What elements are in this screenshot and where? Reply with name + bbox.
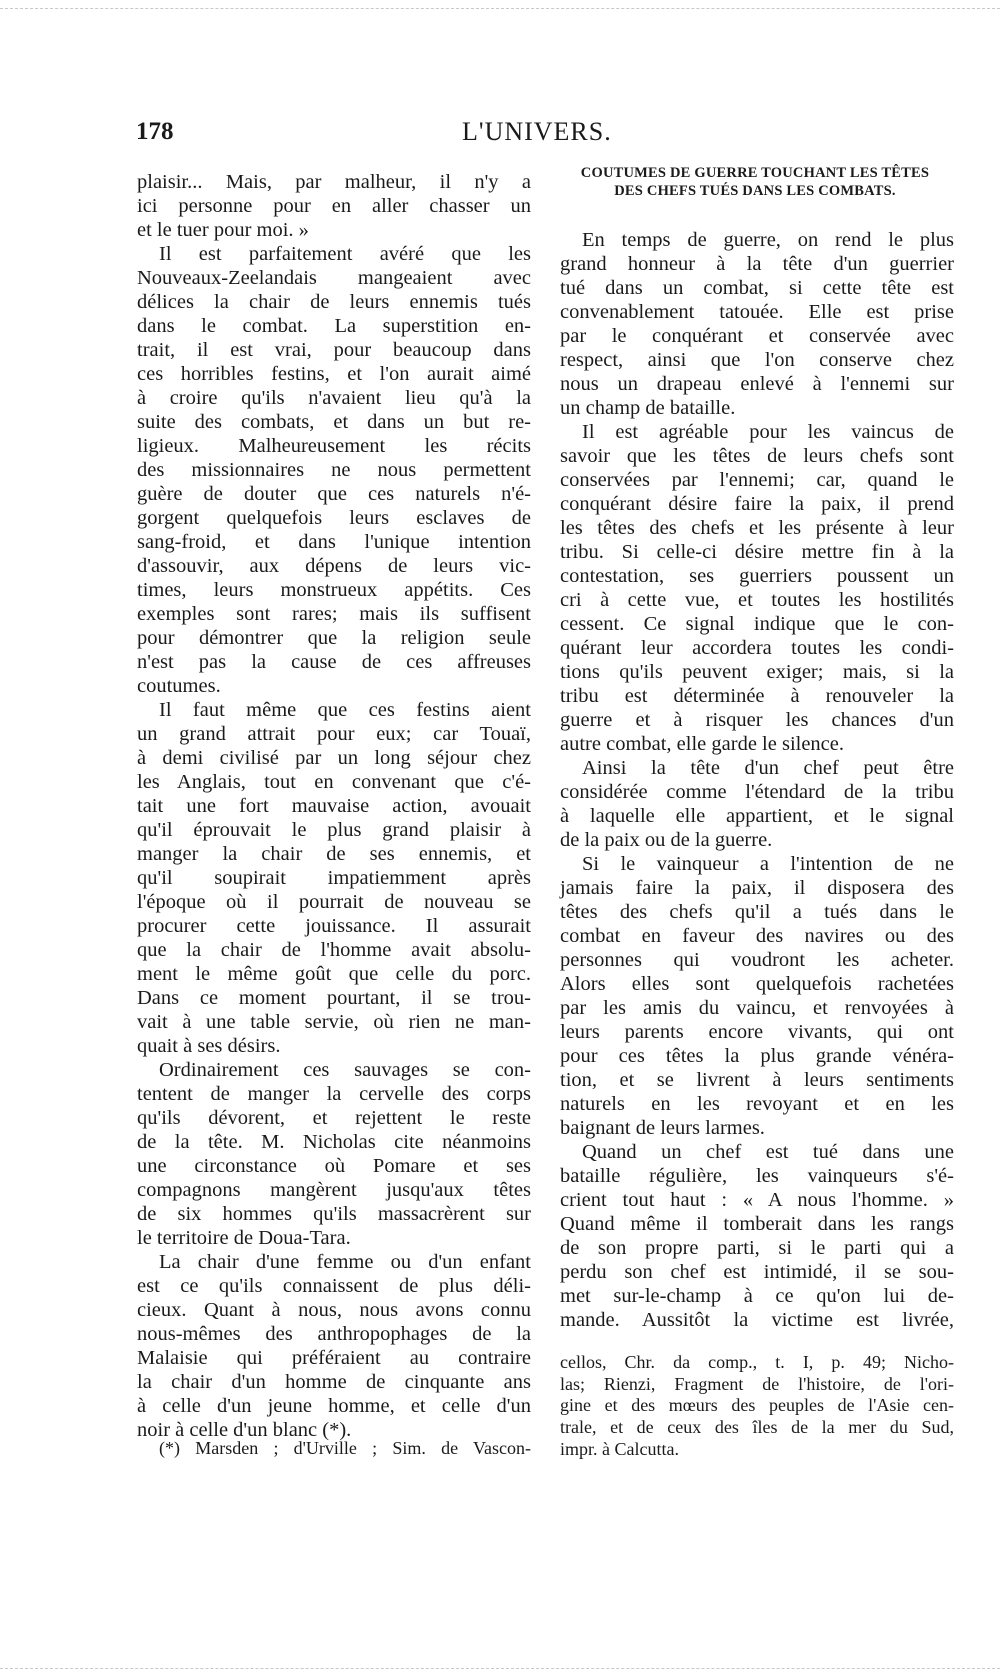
text-line: la chair d'un homme de cinquante ans xyxy=(137,1371,531,1393)
text-line: trale, et de ceux des îles de la mer du Sud, xyxy=(560,1417,954,1438)
text-line: En temps de guerre, on rend le plus xyxy=(582,229,954,251)
text-line: à celle d'un jeune homme, et celle d'un xyxy=(137,1395,531,1417)
text-line: guerre et à risquer les chances d'un xyxy=(560,709,954,731)
text-line: pour ces têtes la plus grande vénéra- xyxy=(560,1045,954,1067)
text-line: que la chair de l'homme avait absolu- xyxy=(137,939,531,961)
text-line: les Anglais, tout en convenant que c'é- xyxy=(137,771,531,793)
text-line: n'est pas la cause de ces affreuses xyxy=(137,651,531,673)
text-line: quait à ses désirs. xyxy=(137,1035,281,1057)
text-line: Dans ce moment pourtant, il se trou- xyxy=(137,987,531,1009)
text-line: ligieux. Malheureusement les récits xyxy=(137,435,531,457)
text-line: noir à celle d'un blanc (*). xyxy=(137,1419,352,1441)
text-line: têtes des chefs qu'il a tués dans le xyxy=(560,901,954,923)
text-line: met sur-le-champ à ce qu'on lui de- xyxy=(560,1285,954,1307)
text-line: cri à cette vue, et toutes les hostilités xyxy=(560,589,954,611)
text-line: Ainsi la tête d'un chef peut être xyxy=(582,757,954,779)
text-line: bataille régulière, les vainqueurs s'é- xyxy=(560,1165,954,1187)
text-line: nous un drapeau enlevé à l'ennemi sur xyxy=(560,373,954,395)
text-line: conquérant désire faire la paix, il prend xyxy=(560,493,954,515)
text-line: à croire qu'ils n'avaient lieu qu'à la xyxy=(137,387,531,409)
text-line: cieux. Quant à nous, nous avons connu xyxy=(137,1299,531,1321)
text-line: vait à une table servie, où rien ne man- xyxy=(137,1011,531,1033)
text-line: tait une fort mauvaise action, avouait xyxy=(137,795,531,817)
text-line: baignant de leurs larmes. xyxy=(560,1117,765,1139)
text-line: de la paix ou de la guerre. xyxy=(560,829,773,851)
text-line: Alors elles sont quelquefois rachetées xyxy=(560,973,954,995)
text-line: jamais faire la paix, il disposera des xyxy=(560,877,954,899)
text-line: Il est parfaitement avéré que les xyxy=(159,243,531,265)
text-line: nous-mêmes des anthropophages de la xyxy=(137,1323,531,1345)
text-line: par le conquérant et conservée avec xyxy=(560,325,954,347)
text-line: Il faut même que ces festins aient xyxy=(159,699,531,721)
running-title: L'UNIVERS. xyxy=(462,117,612,146)
text-line: qu'ils dévorent, et rejettent le reste xyxy=(137,1107,531,1129)
text-line: La chair d'une femme ou d'un enfant xyxy=(159,1251,531,1273)
text-line: qu'il soupirait impatiemment après xyxy=(137,867,531,889)
text-line: un grand attrait pour eux; car Touaï, xyxy=(137,723,531,745)
text-line: l'époque où il pourrait de nouveau se xyxy=(137,891,531,913)
text-line: convenablement tatouée. Elle est prise xyxy=(560,301,954,323)
text-line: quérant leur accordera toutes les condi- xyxy=(560,637,954,659)
text-line: Nouveaux-Zeelandais mangeaient avec xyxy=(137,267,531,289)
footnote-left xyxy=(137,1438,531,1460)
right-column xyxy=(560,228,954,1332)
text-line: tribu. Si celle-ci désire mettre fin à la xyxy=(560,541,954,563)
text-line: dans le combat. La superstition en- xyxy=(137,315,531,337)
section-heading-line: DES CHEFS TUÉS DANS LES COMBATS. xyxy=(614,183,896,199)
text-line: le territoire de Doua-Tara. xyxy=(137,1227,351,1249)
text-line: pour démontrer que la religion seule xyxy=(137,627,531,649)
text-line: Malaisie qui préféraient au contraire xyxy=(137,1347,531,1369)
text-line: est ce qu'ils connaissent de plus déli- xyxy=(137,1275,531,1297)
text-line: Quand un chef est tué dans une xyxy=(582,1141,954,1163)
text-line: grand honneur à la tête d'un guerrier xyxy=(560,253,954,275)
text-line: de six hommes qu'ils massacrèrent sur xyxy=(137,1203,531,1225)
text-line: suite des combats, et dans un but re- xyxy=(137,411,531,433)
text-line: plaisir... Mais, par malheur, il n'y a xyxy=(137,171,531,193)
text-line: tions qu'ils peuvent exiger; mais, si la xyxy=(560,661,954,683)
text-line: un champ de bataille. xyxy=(560,397,736,419)
text-line: conservées par l'ennemi; car, quand le xyxy=(560,469,954,491)
text-line: de son propre parti, si le parti qui a xyxy=(560,1237,954,1259)
text-line: naturels en les revoyant et en les xyxy=(560,1093,954,1115)
text-line: à demi civilisé par un long séjour chez xyxy=(137,747,531,769)
text-line: délices la chair de leurs ennemis tués xyxy=(137,291,531,313)
text-line: considérée comme l'étendard de la tribu xyxy=(560,781,954,803)
text-line: ment le même goût que celle du porc. xyxy=(137,963,531,985)
text-line: crient tout haut : « A nous l'homme. » xyxy=(560,1189,954,1211)
text-line: cessent. Ce signal indique que le con- xyxy=(560,613,954,635)
section-heading-line: COUTUMES DE GUERRE TOUCHANT LES TÊTES xyxy=(580,165,930,181)
text-line: cellos, Chr. da comp., t. I, p. 49; Nicho- xyxy=(560,1352,954,1372)
text-line: exemples sont rares; mais ils suffisent xyxy=(137,603,531,625)
text-line: mande. Aussitôt la victime est livrée, xyxy=(560,1309,954,1331)
text-line: tué dans un combat, si cette tête est xyxy=(560,277,954,299)
text-line: d'assouvir, aux dépens de leurs vic- xyxy=(137,555,531,577)
text-line: Ordinairement ces sauvages se con- xyxy=(159,1059,531,1081)
text-line: gorgent quelquefois leurs esclaves de xyxy=(137,507,531,529)
text-line: guère de douter que ces naturels n'é- xyxy=(137,483,531,505)
text-line: autre combat, elle garde le silence. xyxy=(560,733,845,755)
text-line: et le tuer pour moi. » xyxy=(137,219,309,241)
text-line: une circonstance où Pomare et ses xyxy=(137,1155,531,1177)
text-line: (*) Marsden ; d'Urville ; Sim. de Vascon- xyxy=(159,1438,531,1458)
text-line: de la tête. M. Nicholas cite néanmoins xyxy=(137,1131,531,1153)
text-line: compagnons mangèrent jusqu'aux têtes xyxy=(137,1179,531,1201)
text-line: savoir que les têtes de leurs chefs sont xyxy=(560,445,954,467)
scan-edge-bottom xyxy=(0,1668,1000,1669)
text-line: manger la chair de ses ennemis, et xyxy=(137,843,531,865)
text-line: qu'il éprouvait le plus grand plaisir à xyxy=(137,819,531,841)
text-line: leurs parents encore vivants, qui ont xyxy=(560,1021,954,1043)
left-column xyxy=(137,170,531,1442)
text-line: sang-froid, et dans l'unique intention xyxy=(137,531,531,553)
text-line: respect, ainsi que l'on conserve chez xyxy=(560,349,954,371)
section-heading xyxy=(556,164,954,200)
text-line: combat en faveur des navires ou des xyxy=(560,925,954,947)
text-line: à laquelle elle appartient, et le signal xyxy=(560,805,954,827)
text-line: des missionnaires ne nous permettent xyxy=(137,459,531,481)
text-line: contestation, ses guerriers poussent un xyxy=(560,565,954,587)
text-line: ces horribles festins, et l'on aurait aimé xyxy=(137,363,531,385)
text-line: las; Rienzi, Fragment de l'histoire, de l'ori- xyxy=(560,1373,954,1394)
text-line: times, leurs monstrueux appétits. Ces xyxy=(137,579,531,601)
text-line: perdu son chef est intimidé, il se sou- xyxy=(560,1261,954,1283)
text-line: trait, il est vrai, pour beaucoup dans xyxy=(137,339,531,361)
text-line: impr. à Calcutta. xyxy=(560,1438,679,1459)
text-line: gine et des mœurs des peuples de l'Asie cen- xyxy=(560,1395,954,1416)
text-line: par les amis du vaincu, et renvoyées à xyxy=(560,997,954,1019)
text-line: coutumes. xyxy=(137,675,221,697)
text-line: personnes qui voudront les acheter. xyxy=(560,949,954,971)
text-line: ici personne pour en aller chasser un xyxy=(137,195,531,217)
footnote-right xyxy=(560,1352,954,1460)
text-line: tion, et se livrent à leurs sentiments xyxy=(560,1069,954,1091)
text-line: les têtes des chefs et les présente à leur xyxy=(560,517,954,539)
text-line: Quand même il tomberait dans les rangs xyxy=(560,1213,954,1235)
scan-edge-top xyxy=(0,8,1000,9)
text-line: tribu est déterminée à renouveler la xyxy=(560,685,954,707)
page-number: 178 xyxy=(136,118,174,145)
text-line: procurer cette jouissance. Il assurait xyxy=(137,915,531,937)
text-line: tentent de manger la cervelle des corps xyxy=(137,1083,531,1105)
text-line: Si le vainqueur a l'intention de ne xyxy=(582,853,954,875)
text-line: Il est agréable pour les vaincus de xyxy=(582,421,954,443)
